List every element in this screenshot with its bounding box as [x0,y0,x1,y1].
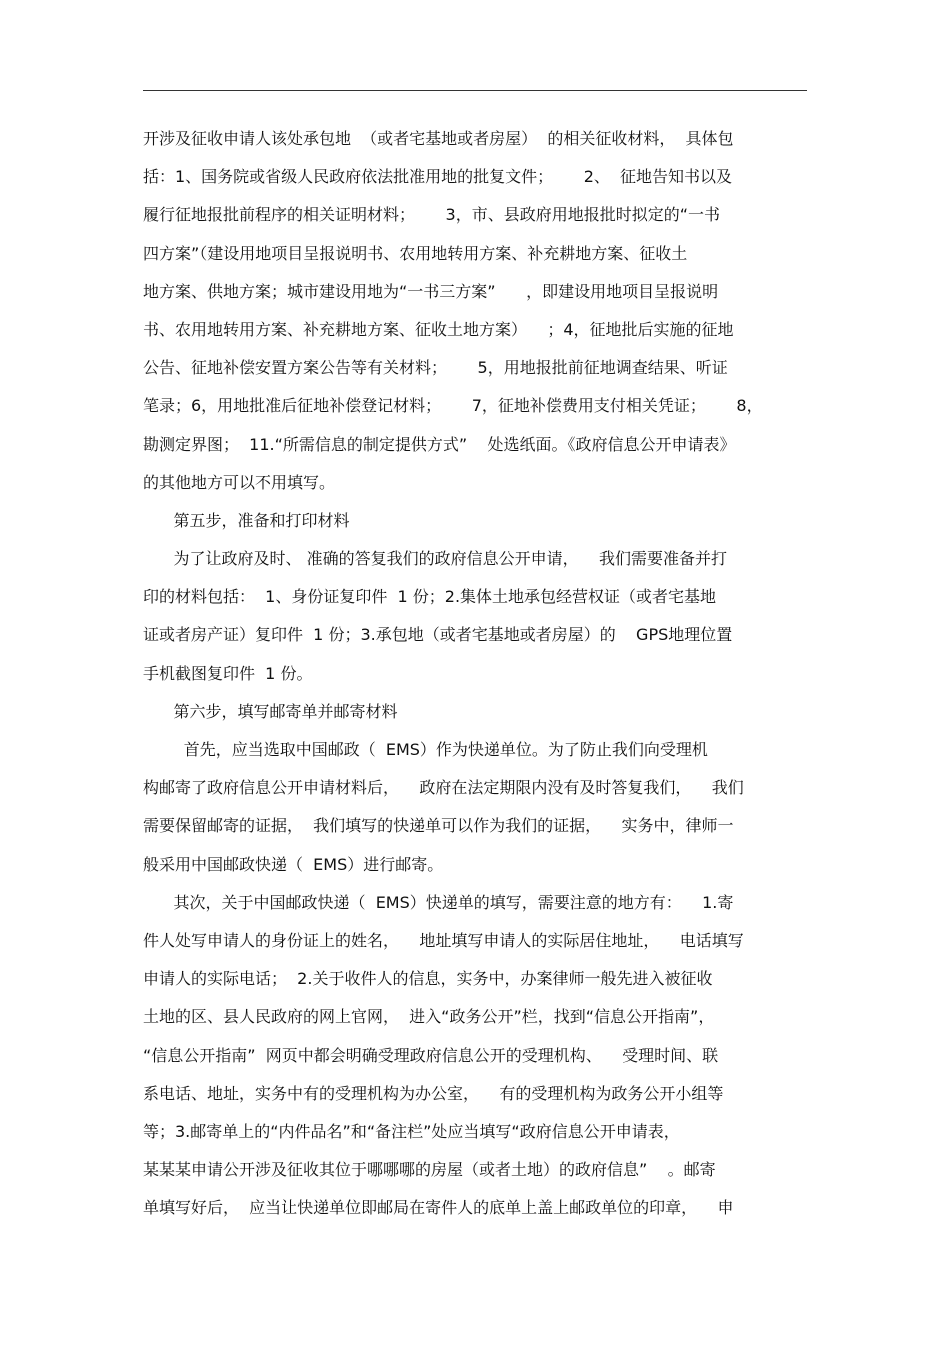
text-line: 单填写好后， 应当让快递单位即邮局在寄件人的底单上盖上邮政单位的印章， 申 [143,1198,734,1218]
text-line: 构邮寄了政府信息公开申请材料后， 政府在法定期限内没有及时答复我们， 我们 [143,778,744,798]
text-line: 需要保留邮寄的证据， 我们填写的快递单可以作为我们的证据， 实务中，律师一 [143,816,734,836]
text-line: 勘测定界图； 11.“所需信息的制定提供方式” 处选纸面。《政府信息公开申请表》 [143,434,736,454]
text-line: 开涉及征收申请人该处承包地 （或者宅基地或者房屋） 的相关征收材料， 具体包 [143,129,734,148]
text-line: 般采用中国邮政快递（ EMS）进行邮寄。 [143,854,444,874]
text-line: 证或者房产证）复印件 1 份；3.承包地（或者宅基地或者房屋）的 GPS地理位置 [143,625,733,645]
text-line: 土地的区、县人民政府的网上官网， 进入“政务公开”栏，找到“信息公开指南”， [143,1007,715,1027]
text-line: 公告、征地补偿安置方案公告等有关材料； 5，用地报批前征地调查结果、听证 [143,358,728,378]
text-line: 申请人的实际电话； 2.关于收件人的信息，实务中，办案律师一般先进入被征收 [143,969,713,989]
section-heading-step5: 第五步，准备和打印材料 [143,510,350,530]
text-line: 手机截图复印件 1 份。 [143,663,313,683]
text-line: 四方案”（建设用地项目呈报说明书、农用地转用方案、补充耕地方案、征收土 [143,243,688,263]
text-line: 某某某申请公开涉及征收其位于哪哪哪的房屋（或者土地）的政府信息” 。邮寄 [143,1160,716,1180]
text-line: “信息公开指南” 网页中都会明确受理政府信息公开的受理机构、 受理时间、联 [143,1045,719,1065]
text-line: 书、农用地转用方案、补充耕地方案、征收土地方案） ；4，征地批后实施的征地 [143,319,734,339]
text-line: 地方案、供地方案；城市建设用地为“一书三方案” ，即建设用地项目呈报说明 [143,281,719,301]
text-line: 等；3.邮寄单上的“内件品名”和“备注栏”处应当填写“政府信息公开申请表， [143,1121,680,1141]
text-line: 为了让政府及时、 准确的答复我们的政府信息公开申请， 我们需要准备并打 [143,549,727,569]
text-line: 首先，应当选取中国邮政（ EMS）作为快递单位。为了防止我们向受理机 [143,740,708,759]
text-line: 其次，关于中国邮政快递（ EMS）快递单的填写，需要注意的地方有： 1.寄 [143,892,734,912]
text-line: 括：1、国务院或省级人民政府依法批准用地的批复文件； 2、 征地告知书以及 [143,167,733,187]
section-heading-step6: 第六步，填写邮寄单并邮寄材料 [143,701,398,721]
text-line: 履行征地报批前程序的相关证明材料； 3，市、县政府用地报批时拟定的“一书 [143,205,720,225]
header-rule [143,90,807,91]
text-line: 笔录；6，用地批准后征地补偿登记材料； 7，征地补偿费用支付相关凭证； 8， [143,396,763,416]
text-line: 印的材料包括： 1、身份证复印件 1 份；2.集体土地承包经营权证（或者宅基地 [143,587,717,607]
document-body [143,120,813,1227]
text-line: 的其他地方可以不用填写。 [143,472,336,492]
text-line: 系电话、地址，实务中有的受理机构为办公室， 有的受理机构为政务公开小组等 [143,1083,724,1103]
text-line: 件人处写申请人的身份证上的姓名， 地址填写申请人的实际居住地址， 电话填写 [143,930,744,950]
